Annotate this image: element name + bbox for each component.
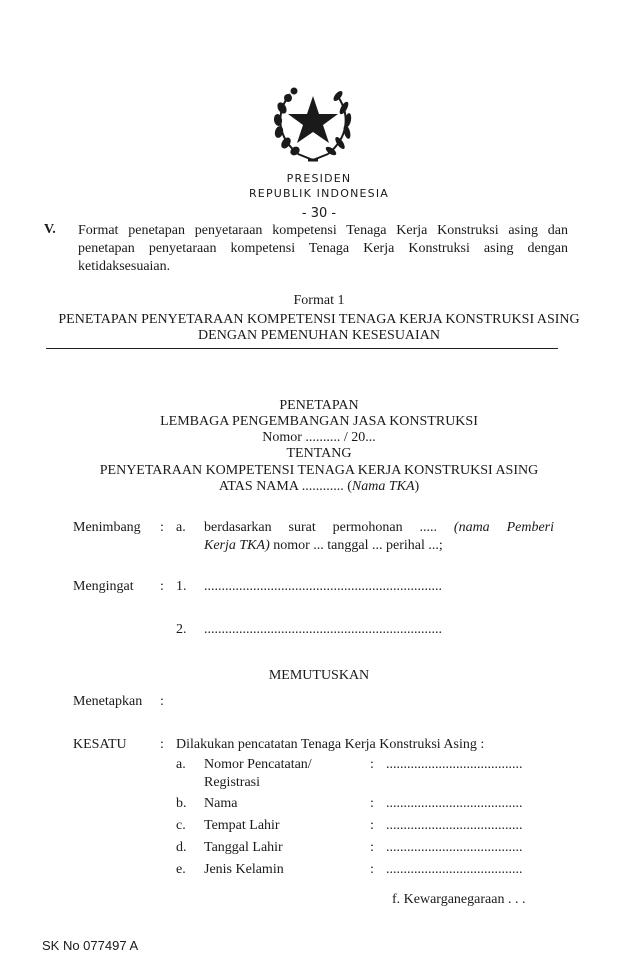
field-c-colon: : [370, 818, 374, 833]
decree-atas-nama [0, 479, 638, 495]
field-a-name-line2: Registrasi [204, 775, 260, 790]
decree-tentang: TENTANG [286, 446, 352, 461]
field-b-colon: : [370, 796, 374, 811]
menimbang-italic-2: Kerja TKA) [204, 538, 270, 553]
mengingat-item-1-num: 1. [176, 579, 187, 594]
menetapkan-label: Menetapkan [73, 694, 143, 709]
decree-institution: LEMBAGA PENGEMBANGAN JASA KONSTRUKSI [160, 414, 478, 429]
field-b-value: ....................................... [386, 796, 523, 811]
mengingat-item-1-dots: .................................................................... [204, 579, 442, 594]
kesatu-colon: : [160, 737, 164, 752]
field-e-letter: e. [176, 862, 186, 877]
divider-rule [46, 348, 558, 349]
menimbang-text: berdasarkan surat permohonan ..... [204, 520, 454, 535]
field-a-name: Nomor Pencatatan/ [204, 757, 312, 772]
field-a-colon: : [370, 757, 374, 772]
menimbang-line2 [204, 538, 443, 554]
continuation-catchword: f. Kewarganegaraan . . . [392, 892, 526, 907]
field-c-value: ....................................... [386, 818, 523, 833]
kesatu-text: Dilakukan pencatatan Tenaga Kerja Konstruksi Asing : [176, 737, 485, 752]
decree-number: Nomor .......... / 20... [262, 430, 376, 445]
field-c-name: Tempat Lahir [204, 818, 280, 833]
field-a-value: ....................................... [386, 757, 523, 772]
atas-nama-placeholder: Nama TKA [351, 479, 415, 494]
decree-subject: PENYETARAAN KOMPETENSI TENAGA KERJA KONSTRUKSI ASING [99, 463, 539, 478]
field-d-letter: d. [176, 840, 187, 855]
mengingat-item-2-dots: .................................................................... [204, 622, 442, 637]
format-title-line1: PENETAPAN PENYETARAAN KOMPETENSI TENAGA KERJA KONSTRUKSI ASING [58, 312, 580, 327]
header-title-line1: PRESIDEN [286, 172, 352, 185]
field-e-value: ....................................... [386, 862, 523, 877]
field-b-letter: b. [176, 796, 187, 811]
field-d-name: Tanggal Lahir [204, 840, 283, 855]
format-label: Format 1 [293, 293, 345, 308]
menimbang-text-2: nomor ... tanggal ... perihal ...; [269, 538, 443, 553]
field-b-name: Nama [204, 796, 238, 811]
menimbang-item-letter: a. [176, 520, 186, 535]
menimbang-colon: : [160, 520, 164, 535]
mengingat-colon: : [160, 579, 164, 594]
decree-penetapan: PENETAPAN [279, 398, 359, 413]
section-text: Format penetapan penyetaraan kompetensi Tenaga Kerja Konstruksi asing dan penetapan penyetaraan kompetensi Tenaga Kerja Konstruksi asing dengan ketidaksesuaian. [78, 223, 568, 274]
mengingat-label: Mengingat [73, 579, 134, 594]
section-number: V. [44, 222, 56, 237]
menimbang-italic: (nama Pemberi [453, 520, 555, 535]
page-number: - 30 - [301, 206, 337, 221]
atas-nama-prefix: ATAS NAMA ............ ( [218, 479, 352, 494]
field-a-letter: a. [176, 757, 186, 772]
field-e-name: Jenis Kelamin [204, 862, 284, 877]
menetapkan-colon: : [160, 694, 164, 709]
field-d-colon: : [370, 840, 374, 855]
header-title-line2: REPUBLIK INDONESIA [248, 187, 390, 200]
atas-nama-suffix: ) [414, 479, 420, 494]
kesatu-label: KESATU [73, 737, 127, 752]
field-d-value: ....................................... [386, 840, 523, 855]
menimbang-label: Menimbang [73, 520, 141, 535]
menimbang-line1 [204, 520, 554, 536]
format-title-line2: DENGAN PEMENUHAN KESESUAIAN [198, 328, 440, 343]
field-c-letter: c. [176, 818, 186, 833]
mengingat-item-2-num: 2. [176, 622, 187, 637]
garuda-star-emblem [268, 74, 358, 166]
memutuskan-heading: MEMUTUSKAN [268, 668, 370, 683]
footer-serial: SK No 077497 A [42, 938, 139, 953]
field-e-colon: : [370, 862, 374, 877]
